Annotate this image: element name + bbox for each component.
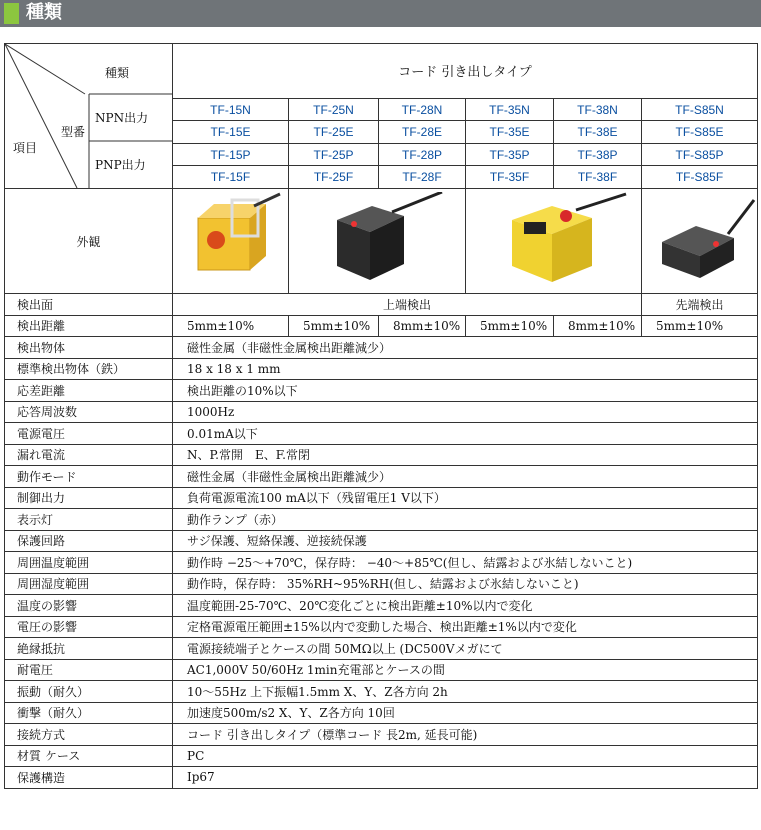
- spec-label: 材質 ケース: [5, 745, 173, 767]
- sensor-image-4: [642, 189, 758, 294]
- npn-label: NPN出力: [95, 111, 149, 125]
- pnp-label: PNP出力: [95, 158, 146, 172]
- model-cell: TF-25F: [289, 166, 379, 189]
- model-cell: TF-15F: [173, 166, 289, 189]
- model-label: 型番: [61, 125, 86, 139]
- spec-label: 保護構造: [5, 767, 173, 789]
- sensor-image-1: [173, 189, 289, 294]
- spec-value: 動作ランプ（赤）: [173, 509, 758, 531]
- spec-row: [5, 681, 758, 703]
- spec-row: [5, 337, 758, 359]
- spec-value: N、P.常開 E、F.常閉: [173, 444, 758, 466]
- spec-label: 周囲温度範囲: [5, 552, 173, 574]
- spec-value: 検出距離の10%以下: [173, 380, 758, 402]
- spec-label: 検出物体: [5, 337, 173, 359]
- yellow-sensor-icon: [466, 192, 642, 288]
- spec-row: [5, 659, 758, 681]
- spec-value: 磁性金属（非磁性金属検出距離減少）: [173, 337, 758, 359]
- spec-label: 標準検出物体（鉄）: [5, 358, 173, 380]
- spec-row: [5, 595, 758, 617]
- model-cell: TF-15N: [173, 98, 289, 121]
- model-cell: TF-38P: [554, 143, 642, 166]
- spec-value: AC1,000V 50/60Hz 1min充電部とケースの間: [173, 659, 758, 681]
- face-front: 先端検出: [642, 294, 758, 316]
- spec-value: 動作時 −25〜+70℃，保存時： −40〜+85℃(但し、結露および氷結しないこと): [173, 552, 758, 574]
- spec-row: [5, 358, 758, 380]
- spec-table: [4, 43, 758, 789]
- spec-label: 接続方式: [5, 724, 173, 746]
- model-cell: TF-15P: [173, 143, 289, 166]
- spec-label: 保護回路: [5, 530, 173, 552]
- model-cell: TF-S85N: [642, 98, 758, 121]
- spec-value: 電源接続端子とケースの間 50MΩ以上 (DC500Vメガにて: [173, 638, 758, 660]
- spec-value: Ip67: [173, 767, 758, 789]
- spec-row: [5, 380, 758, 402]
- spec-row: [5, 401, 758, 423]
- spec-label: 表示灯: [5, 509, 173, 531]
- model-cell: TF-38E: [554, 121, 642, 144]
- spec-value: 負荷電源電流100 mA以下（残留電圧1 V以下）: [173, 487, 758, 509]
- header-accent-bar: [4, 3, 19, 24]
- spec-value: 動作時，保存時： 35%RH~95%RH(但し、結露および氷結しないこと): [173, 573, 758, 595]
- yellow-cube-sensor-icon: [176, 192, 286, 288]
- spec-label: 温度の影響: [5, 595, 173, 617]
- spec-label: 制御出力: [5, 487, 173, 509]
- spec-label: 漏れ電流: [5, 444, 173, 466]
- spec-label: 周囲湿度範囲: [5, 573, 173, 595]
- spec-row: [5, 573, 758, 595]
- spec-value: 定格電源電圧範囲±15%以内で変動した場合、検出距離±1%以内で変化: [173, 616, 758, 638]
- spec-label: 耐電圧: [5, 659, 173, 681]
- distance-label: 検出距離: [5, 315, 173, 337]
- spec-row: [5, 509, 758, 531]
- spec-label: 電圧の影響: [5, 616, 173, 638]
- type-title: コード 引き出しタイプ: [173, 44, 758, 99]
- spec-label: 応差距離: [5, 380, 173, 402]
- sensor-image-3: [466, 189, 642, 294]
- spec-value: 18 x 18 x 1 mm: [173, 358, 758, 380]
- spec-row: [5, 638, 758, 660]
- spec-row: [5, 487, 758, 509]
- model-cell: TF-35F: [466, 166, 554, 189]
- black-flat-sensor-icon: [644, 192, 756, 288]
- appearance-label: 外観: [5, 189, 173, 294]
- distance-value: 5mm±10%: [173, 315, 289, 337]
- spec-value: 磁性金属（非磁性金属検出距離減少）: [173, 466, 758, 488]
- spec-value: 温度範囲-25-70℃、20℃変化ごとに検出距離±10%以内で変化: [173, 595, 758, 617]
- spec-value: 10〜55Hz 上下振幅1.5mm X、Y、Z各方向 2h: [173, 681, 758, 703]
- distance-value: 8mm±10%: [379, 315, 466, 337]
- spec-value: 0.01mA以下: [173, 423, 758, 445]
- section-header: [0, 0, 761, 27]
- spec-value: 1000Hz: [173, 401, 758, 423]
- spec-value: 加速度500m/s2 X、Y、Z各方向 10回: [173, 702, 758, 724]
- distance-value: 5mm±10%: [642, 315, 758, 337]
- spec-label: 電源電圧: [5, 423, 173, 445]
- model-cell: TF-S85E: [642, 121, 758, 144]
- distance-value: 5mm±10%: [466, 315, 554, 337]
- model-cell: TF-28P: [379, 143, 466, 166]
- model-cell: TF-S85P: [642, 143, 758, 166]
- spec-row: [5, 767, 758, 789]
- model-cell: TF-38F: [554, 166, 642, 189]
- table-corner-cell: [5, 44, 173, 189]
- spec-row: [5, 423, 758, 445]
- model-cell: TF-28N: [379, 98, 466, 121]
- item-label: 項目: [13, 141, 38, 155]
- kind-label: 種類: [105, 66, 130, 80]
- sensor-image-2: [289, 189, 466, 294]
- spec-label: 振動（耐久）: [5, 681, 173, 703]
- black-sensor-icon: [292, 192, 462, 288]
- spec-row: [5, 552, 758, 574]
- face-label: 検出面: [5, 294, 173, 316]
- spec-value: サジ保護、短絡保護、逆接続保護: [173, 530, 758, 552]
- spec-label: 動作モード: [5, 466, 173, 488]
- model-cell: TF-38N: [554, 98, 642, 121]
- spec-value: コード 引き出しタイプ（標準コード 長2m, 延長可能): [173, 724, 758, 746]
- model-cell: TF-35P: [466, 143, 554, 166]
- spec-row: [5, 466, 758, 488]
- spec-row: [5, 724, 758, 746]
- model-cell: TF-25E: [289, 121, 379, 144]
- model-cell: TF-S85F: [642, 166, 758, 189]
- spec-label: 衝撃（耐久）: [5, 702, 173, 724]
- spec-value: PC: [173, 745, 758, 767]
- spec-row: [5, 530, 758, 552]
- spec-label: 応答周波数: [5, 401, 173, 423]
- model-cell: TF-28F: [379, 166, 466, 189]
- spec-row: [5, 444, 758, 466]
- model-cell: TF-25N: [289, 98, 379, 121]
- distance-value: 8mm±10%: [554, 315, 642, 337]
- section-title: 種類: [26, 2, 62, 23]
- face-top: 上端検出: [173, 294, 642, 316]
- spec-row: [5, 702, 758, 724]
- spec-label: 絶縁抵抗: [5, 638, 173, 660]
- model-cell: TF-28E: [379, 121, 466, 144]
- model-cell: TF-35N: [466, 98, 554, 121]
- spec-row: [5, 745, 758, 767]
- model-cell: TF-35E: [466, 121, 554, 144]
- spec-row: [5, 616, 758, 638]
- model-cell: TF-15E: [173, 121, 289, 144]
- distance-value: 5mm±10%: [289, 315, 379, 337]
- model-cell: TF-25P: [289, 143, 379, 166]
